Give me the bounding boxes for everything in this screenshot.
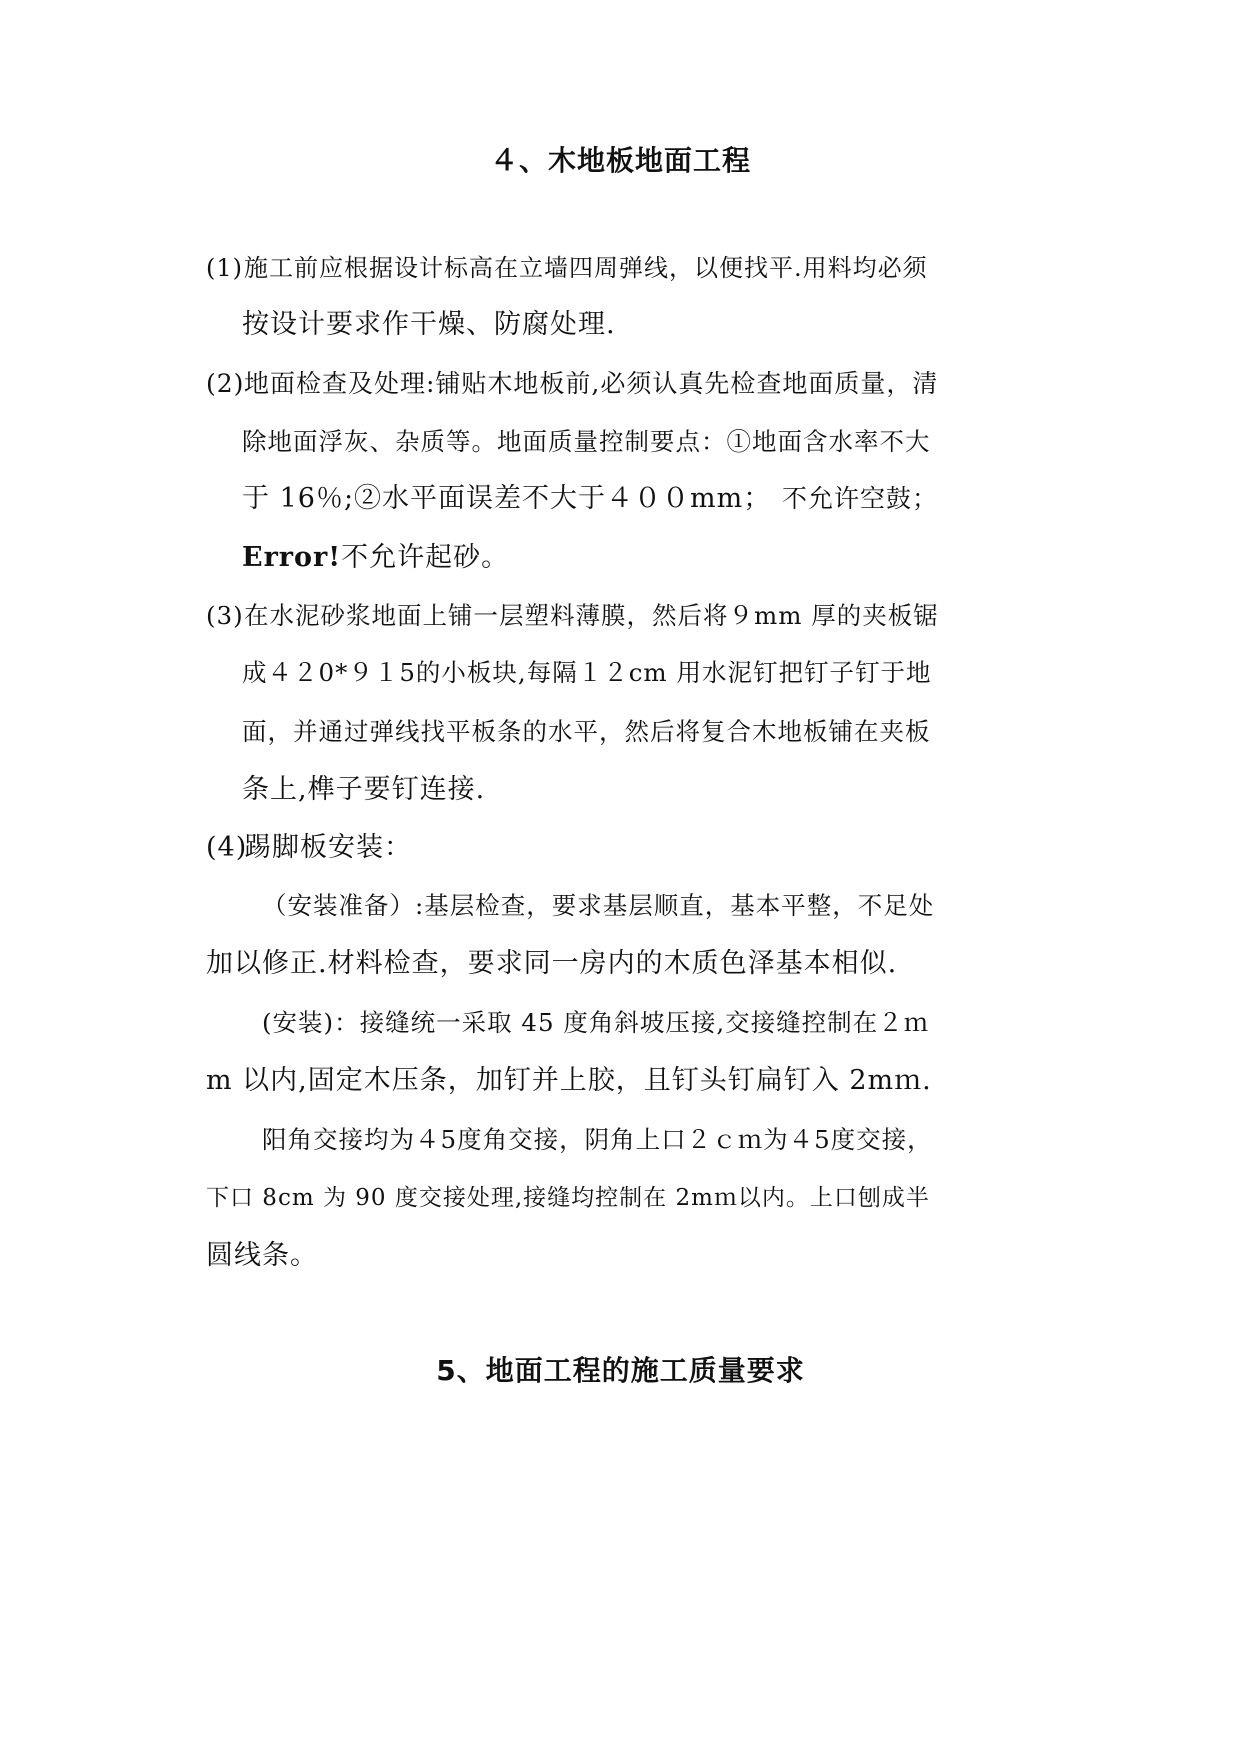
list-item-3-line-1: [206, 596, 939, 636]
list-item-3-number: (3): [206, 601, 244, 630]
list-item-2-line-3-tail: 不允许空鼓；: [782, 484, 939, 513]
section-4-title: ４、木地板地面工程: [489, 144, 751, 177]
list-item-1-line-2: 按设计要求作干燥、防腐处理.: [242, 309, 616, 340]
list-item-2-line-1: [206, 364, 938, 404]
list-item-2-line-4: [242, 538, 509, 578]
paragraph-install-line-2: m 以内,固定木压条，加钉并上胶，且钉头钉扁钉入 2mｍ.: [206, 1065, 932, 1096]
list-item-4-number: (4): [206, 832, 248, 863]
list-item-2-line-2: 除地面浮灰、杂质等。地面质量控制要点：①地面含水率不大: [242, 427, 931, 456]
list-item-4-line-1: [206, 828, 412, 868]
list-item-text: 地面检查及处理:铺贴木地板前,必须认真先检查地面质量，清: [244, 369, 939, 398]
section-5-title: 5、地面工程的施工质量要求: [436, 1354, 805, 1387]
list-item-text: 施工前应根据设计标高在立墙四周弹线，以便找平.用料均必须: [244, 254, 928, 282]
list-item-1-number: (1): [206, 254, 243, 282]
list-item-1-line-1: [206, 248, 928, 288]
error-text: 不允许起砂。: [341, 542, 510, 573]
list-item-3-line-4: 条上,榫子要钉连接.: [242, 774, 486, 805]
list-item-text: 踢脚板安装：: [244, 832, 412, 863]
paragraph-prep-line-1: （安装准备）:基层检查，要求基层顺直，基本平整，不足处: [262, 891, 935, 920]
paragraph-corner-line-3: 圆线条。: [206, 1240, 318, 1271]
error-label: Error!: [242, 542, 342, 573]
paragraph-corner-line-1: 阳角交接均为４5度角交接，阴角上口２ｃｍ为４5度交接，: [262, 1125, 933, 1154]
list-item-text: 在水泥砂浆地面上铺一层塑料薄膜，然后将９mm 厚的夹板锯: [244, 601, 939, 630]
paragraph-install-line-1: (安装)：接缝统一采取 45 度角斜坡压接,交接缝控制在２ｍ: [262, 1008, 930, 1037]
list-item-2-number: (2): [206, 369, 245, 398]
list-item-3-line-3: 面，并通过弹线找平板条的水平，然后将复合木地板铺在夹板: [242, 717, 931, 746]
paragraph-corner-line-2: 下口 8cm 为 90 度交接处理,接缝均控制在 2mｍ以内。上口刨成半: [206, 1185, 930, 1211]
list-item-2-line-3: 于 16％;②水平面误差不大于４００mm；: [242, 483, 772, 514]
list-item-3-line-2: 成４２0*９１5的小板块,每隔１２cm 用水泥钉把钉子钉于地: [242, 658, 932, 687]
paragraph-prep-line-2: 加以修正.材料检查，要求同一房内的木质色泽基本相似.: [206, 948, 898, 979]
